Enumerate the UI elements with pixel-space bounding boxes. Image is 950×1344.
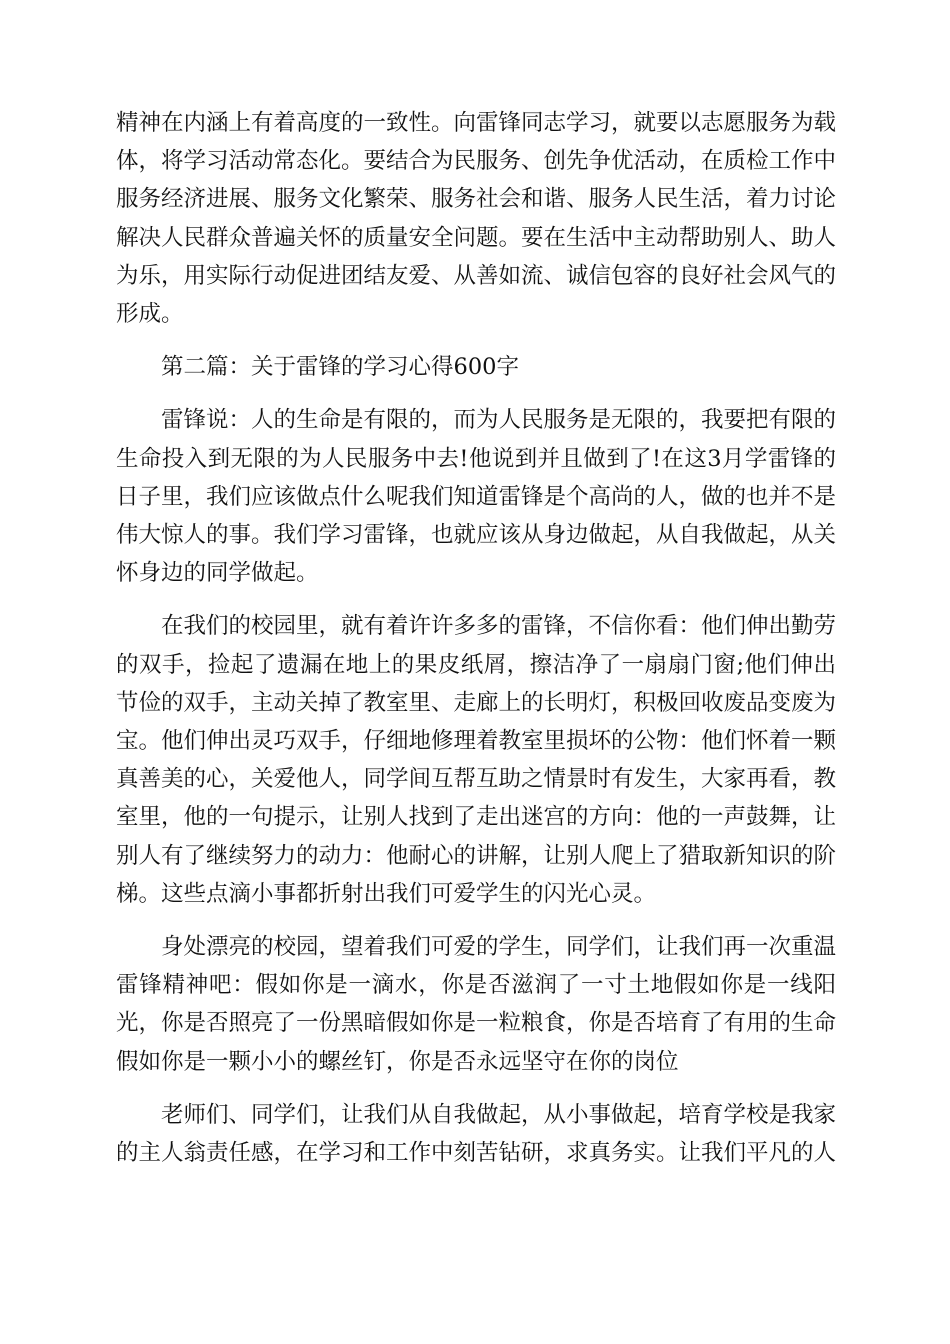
- section-heading: 第二篇：关于雷锋的学习心得600字: [161, 354, 519, 381]
- paragraph: 老师们、同学们，让我们从自我做起，从小事做起，培育学校是我家的主人翁责任感，在学习和工作中刻苦钻研，求真务实。让我们平凡的人: [116, 1101, 837, 1167]
- paragraph: 雷锋说：人的生命是有限的，而为人民服务是无限的，我要把有限的生命投入到无限的为人民服务中去!他说到并且做到了!在这3月学雷锋的日子里，我们应该做点什么呢我们知道雷锋是个高尚的人，做的也并不是伟大惊人的事。我们学习雷锋，也就应该从身边做起，从自我做起，从关怀身边的同学做起。: [116, 407, 837, 587]
- paragraph: 身处漂亮的校园，望着我们可爱的学生，同学们，让我们再一次重温雷锋精神吧：假如你是一滴水，你是否滋润了一寸土地假如你是一线阳光，你是否照亮了一份黑暗假如你是一粒粮食，你是否培育了有用的生命假如你是一颗小小的螺丝钉，你是否永远坚守在你的岗位: [116, 934, 837, 1075]
- paragraph-continuation: 精神在内涵上有着高度的一致性。向雷锋同志学习，就要以志愿服务为载体，将学习活动常态化。要结合为民服务、创先争优活动，在质检工作中服务经济进展、服务文化繁荣、服务社会和谐、服务人民生活，着力讨论解决人民群众普遍关怀的质量安全问题。要在生活中主动帮助别人、助人为乐，用实际行动促进团结友爱、从善如流、诚信包容的良好社会风气的形成。: [116, 110, 837, 328]
- document-body: [116, 104, 836, 1172]
- paragraph: 在我们的校园里，就有着许许多多的雷锋，不信你看：他们伸出勤劳的双手，捡起了遗漏在地上的果皮纸屑，擦洁净了一扇扇门窗;他们伸出节俭的双手，主动关掉了教室里、走廊上的长明灯，积极回收废品变废为宝。他们伸出灵巧双手，仔细地修理着教室里损坏的公物：他们怀着一颗真善美的心，关爱他人，同学间互帮互助之情景时有发生，大家再看，教室里，他的一句提示，让别人找到了走出迷宫的方向：他的一声鼓舞，让别人有了继续努力的动力：他耐心的讲解，让别人爬上了猎取新知识的阶梯。这些点滴小事都折射出我们可爱学生的闪光心灵。: [116, 613, 837, 907]
